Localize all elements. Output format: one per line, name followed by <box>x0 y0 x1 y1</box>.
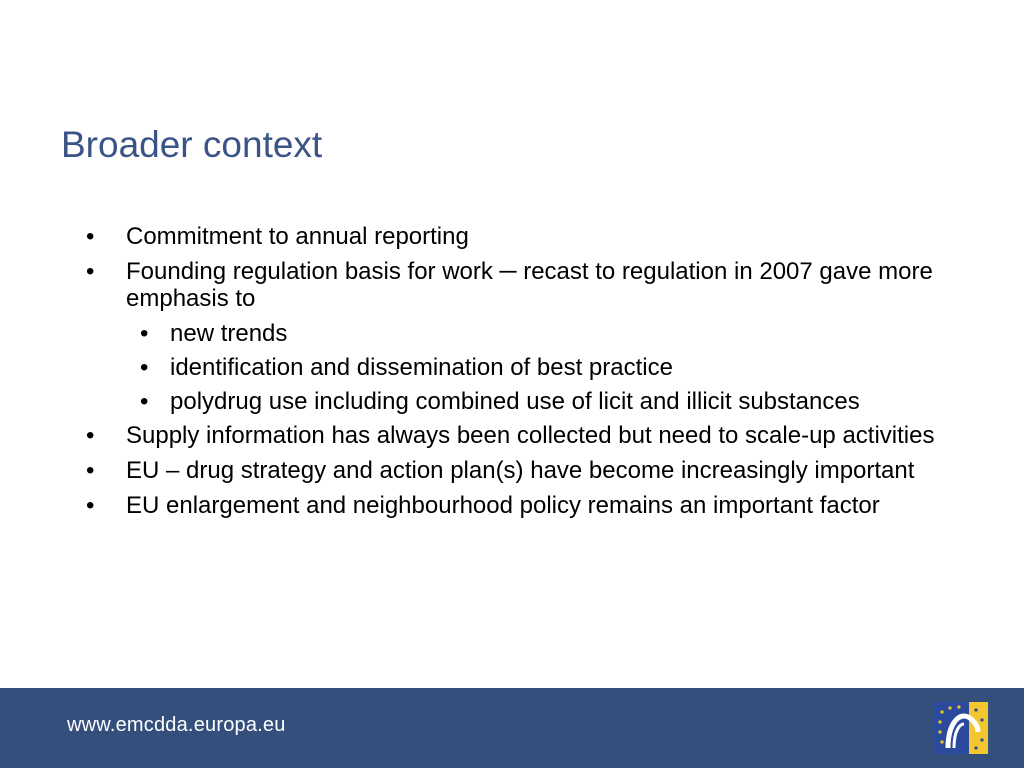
bullet-item: • EU – drug strategy and action plan(s) have become increasingly important <box>86 457 956 484</box>
sub-bullet-item: • polydrug use including combined use of licit and illicit substances <box>86 388 956 415</box>
bullet-list <box>86 223 956 527</box>
sub-bullet-item: • identification and dissemination of best practice <box>86 354 956 381</box>
sub-bullet-item: • new trends <box>86 320 956 347</box>
slide-title: Broader context <box>61 124 323 165</box>
bullet-item: • Supply information has always been collected but need to scale-up activities <box>86 422 956 449</box>
footer-bar <box>0 688 1024 768</box>
footer-url-link[interactable]: www.emcdda.europa.eu <box>67 714 286 736</box>
bullet-item: • Commitment to annual reporting <box>86 223 956 250</box>
emcdda-eu-logo-icon <box>934 702 988 754</box>
bullet-item: • Founding regulation basis for work ─ recast to regulation in 2007 gave more emphasis to <box>86 258 956 312</box>
bullet-item: • EU enlargement and neighbourhood policy remains an important factor <box>86 492 956 519</box>
